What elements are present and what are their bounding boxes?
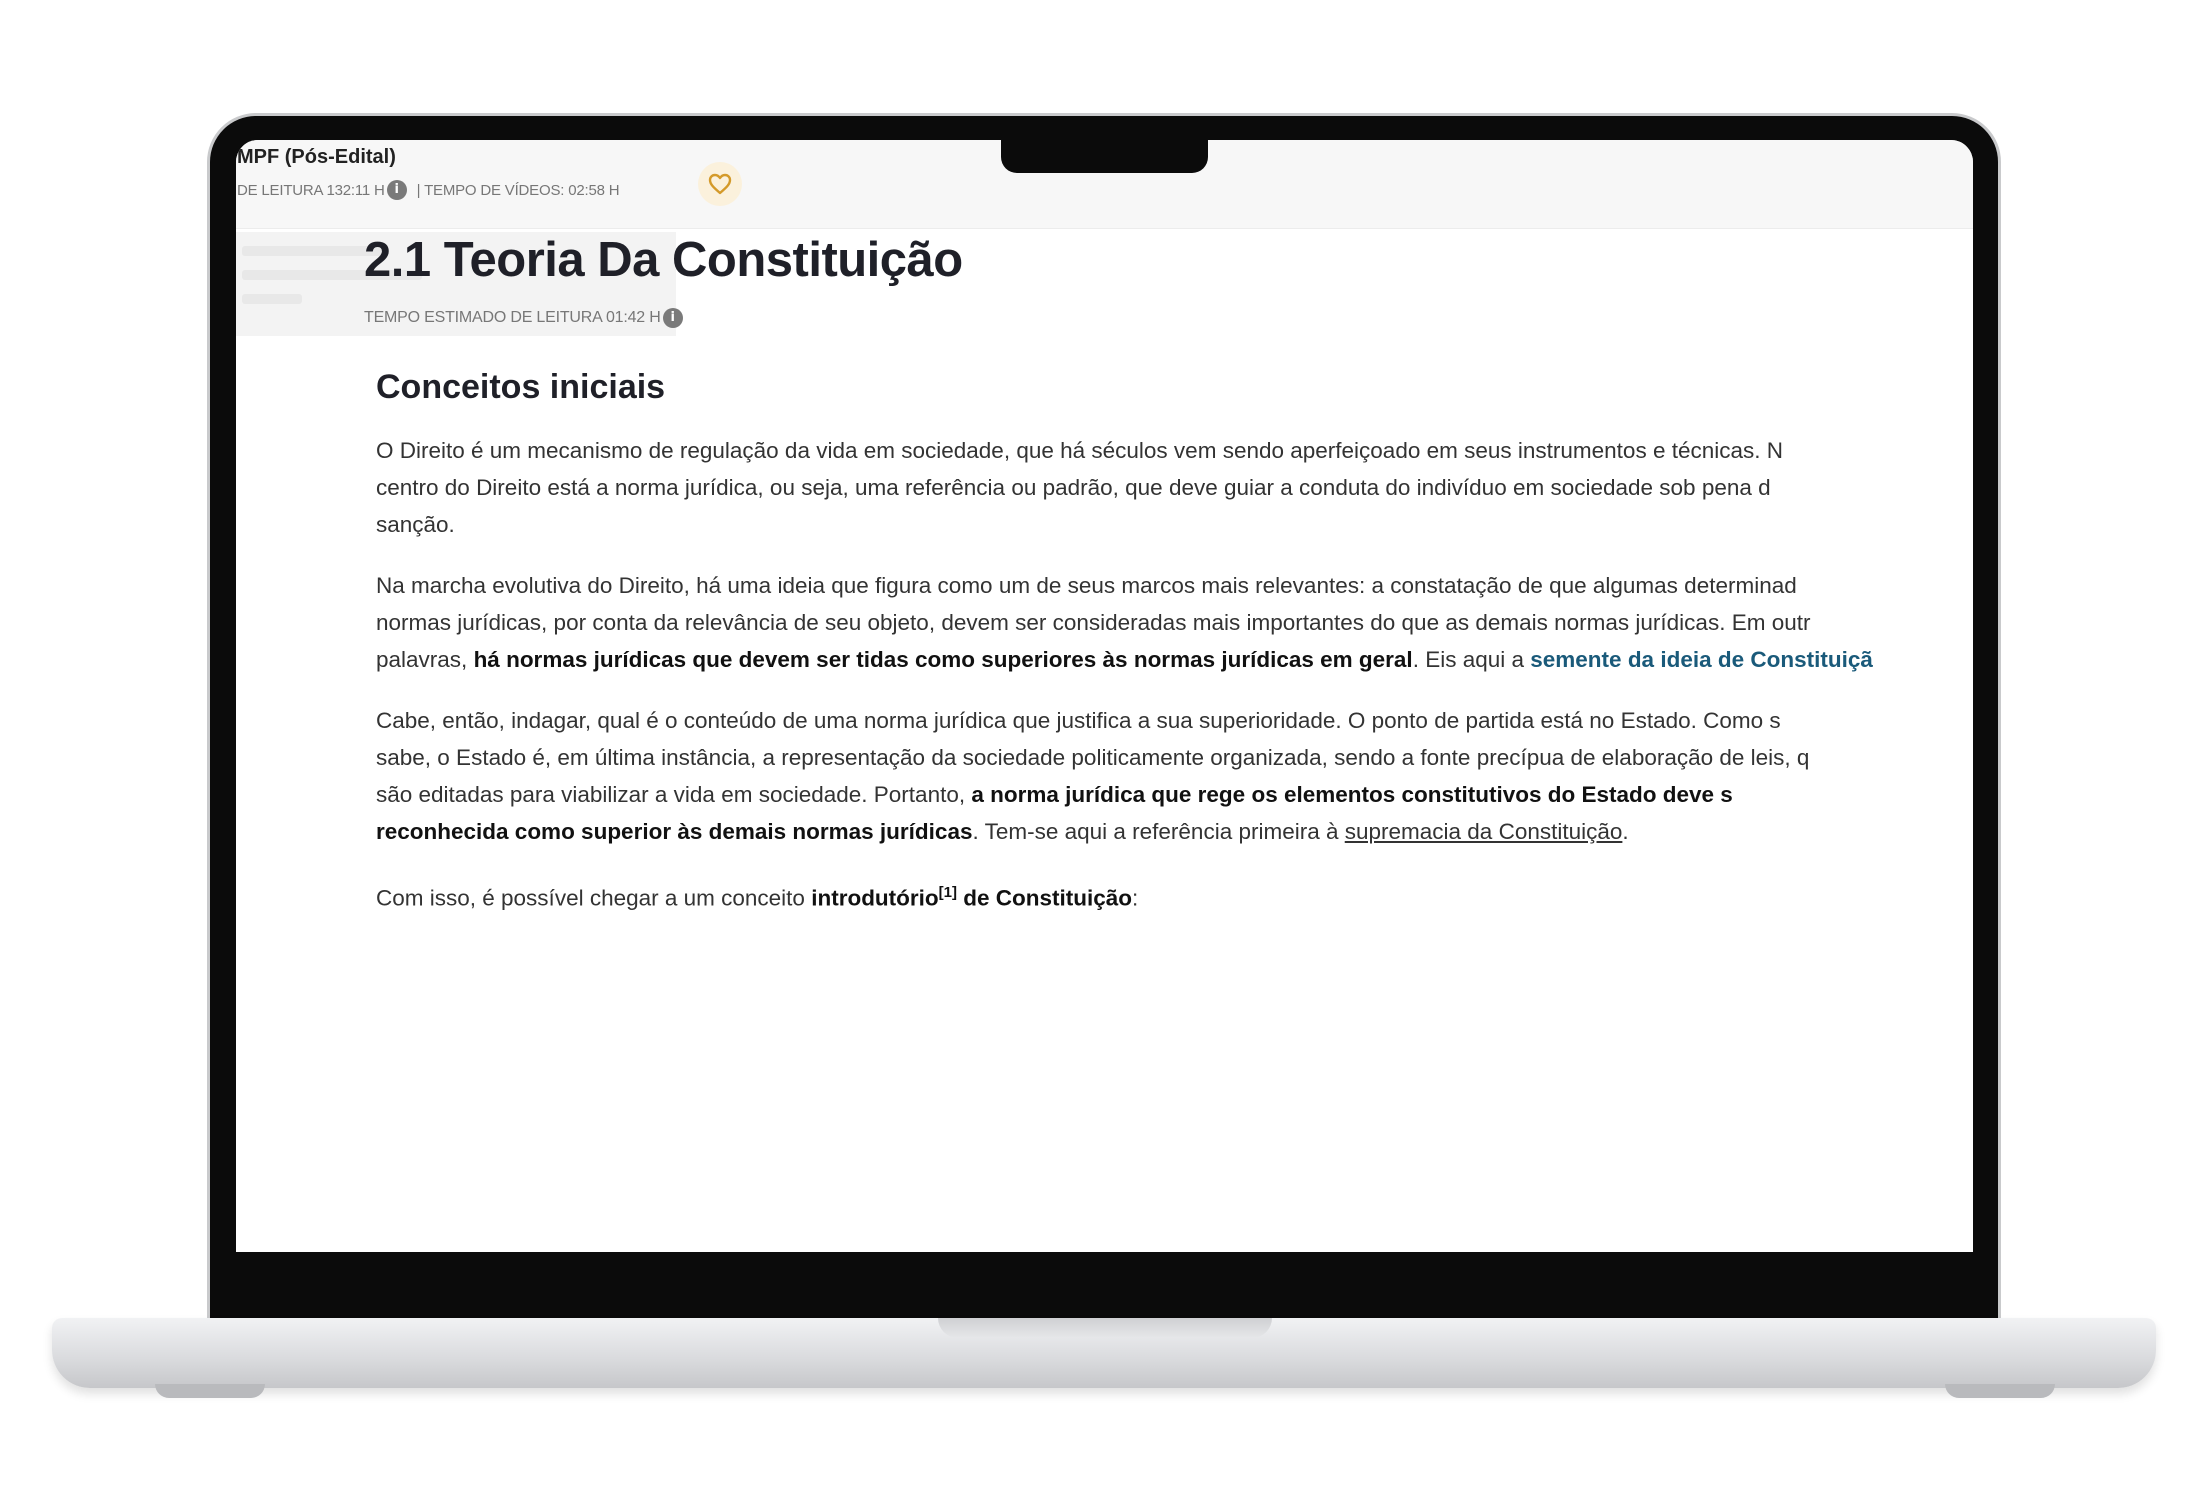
paragraph-line: normas jurídicas, por conta da relevância de seu objeto, devem ser consideradas mais importantes do que as demais normas jurídicas. Em outr: [376, 610, 1811, 635]
text-run: são editadas para viabilizar a vida em sociedade. Portanto,: [376, 782, 972, 807]
course-title: MPF (Pós-Edital): [237, 146, 396, 168]
info-icon[interactable]: i: [663, 308, 683, 328]
paragraph-line: centro do Direito está a norma jurídica, ou seja, uma referência ou padrão, que deve guiar a conduta do indivíduo em sociedade sob pena d: [376, 475, 1771, 500]
footnote-reference[interactable]: [1]: [938, 884, 958, 901]
bold-text: a norma jurídica que rege os elementos constitutivos do Estado deve s: [971, 782, 1733, 807]
paragraph-line: [376, 776, 1972, 813]
camera-notch: [1001, 140, 1208, 173]
bold-text: de Constituição: [957, 885, 1133, 911]
heart-icon: [708, 173, 732, 195]
text-run: Com isso, é possível chegar a um conceito: [376, 885, 812, 911]
paragraph-line: sanção.: [376, 512, 455, 537]
paragraph-line: [376, 641, 1972, 678]
paragraph-line: Na marcha evolutiva do Direito, há uma ideia que figura como um de seus marcos mais relevantes: a constatação de que algumas determinad: [376, 573, 1797, 598]
paragraph-line: O Direito é um mecanismo de regulação da vida em sociedade, que há séculos vem sendo aperfeiçoado em seus instrumentos e técnicas. N: [376, 438, 1783, 463]
paragraph-3: [376, 702, 1972, 850]
text-run: .: [1622, 819, 1629, 844]
highlight-link[interactable]: semente da ideia de Constituiçã: [1530, 647, 1873, 672]
text-run: . Tem-se aqui a referência primeira à: [972, 819, 1345, 844]
text-run: :: [1132, 885, 1139, 911]
paragraph-2: [376, 567, 1972, 678]
laptop-screen: [236, 140, 1973, 1252]
paragraph-line: [376, 813, 1972, 850]
lesson-reading-time-label: TEMPO ESTIMADO DE LEITURA 01:42 H: [364, 309, 661, 326]
laptop-foot: [155, 1384, 265, 1398]
favorite-button[interactable]: [698, 162, 742, 206]
paragraph-line: Cabe, então, indagar, qual é o conteúdo de uma norma jurídica que justifica a sua superioridade. O ponto de partida está no Estado. Como s: [376, 708, 1781, 733]
bold-text: há normas jurídicas que devem ser tidas como superiores às normas jurídicas em geral: [473, 647, 1413, 672]
paragraph-4: [376, 874, 1972, 917]
course-video-time: | TEMPO DE VÍDEOS: 02:58 H: [416, 181, 620, 199]
supremacia-link[interactable]: supremacia da Constituição: [1344, 819, 1623, 844]
paragraph-line: sabe, o Estado é, em última instância, a representação da sociedade politicamente organizada, sendo a fonte precípua de elaboração de leis, q: [376, 745, 1810, 770]
lesson-reading-time: [364, 308, 683, 328]
laptop-hinge-groove: [938, 1318, 1272, 1338]
text-run: palavras,: [376, 647, 474, 672]
paragraph-line: [376, 874, 1972, 917]
article-body: [376, 432, 1972, 941]
section-heading: Conceitos iniciais: [376, 368, 666, 406]
page-title: 2.1 Teoria Da Constituição: [364, 233, 963, 287]
info-icon[interactable]: i: [387, 180, 407, 200]
text-run: . Eis aqui a: [1412, 647, 1531, 672]
paragraph-1: [376, 432, 1972, 543]
bold-text: reconhecida como superior às demais normas jurídicas: [376, 819, 973, 844]
bold-text: introdutório: [811, 885, 939, 911]
course-meta: [237, 180, 619, 200]
course-reading-time: DE LEITURA 132:11 H: [237, 181, 385, 199]
laptop-foot: [1945, 1384, 2055, 1398]
